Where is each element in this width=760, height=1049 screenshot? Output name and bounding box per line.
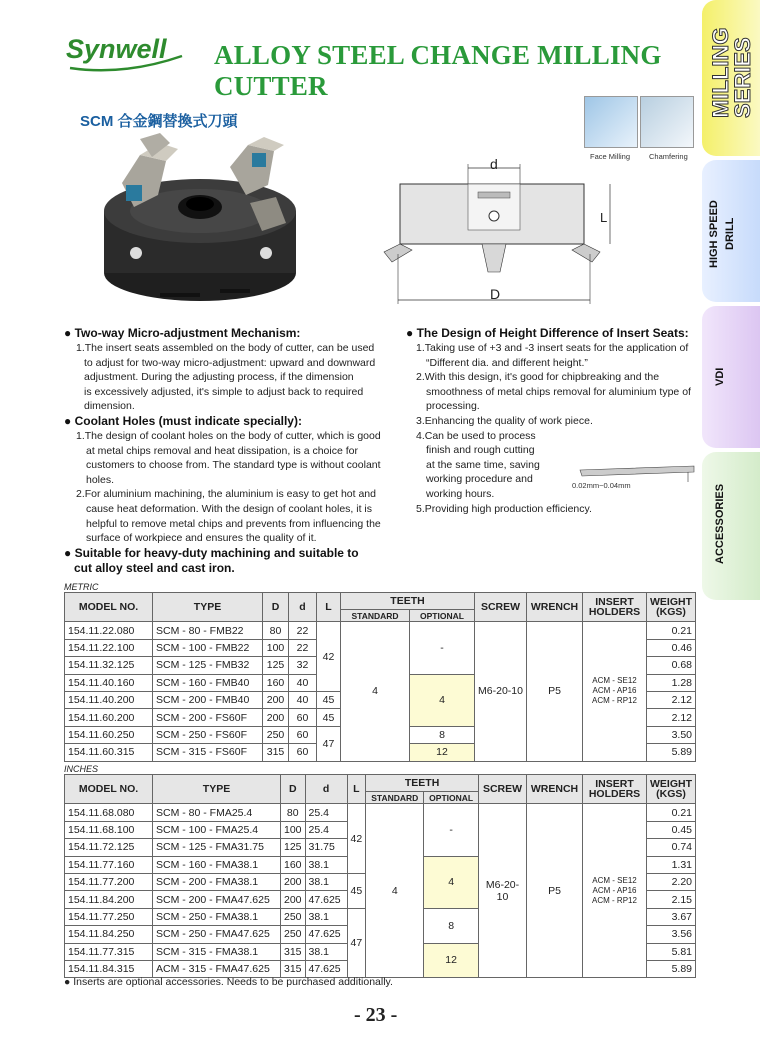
metric-label: METRIC [64,582,99,592]
table-row: 154.11.22.100 SCM - 100 - FMB22 100 22 0.46 [65,639,696,656]
tab-high-speed-drill[interactable] [702,160,760,302]
tab-vdi[interactable] [702,306,760,448]
tab-milling-l2: SERIES [730,37,755,118]
face-milling-image [584,96,638,148]
table-row: 154.11.40.160 SCM - 160 - FMB40 160 40 4 1.28 [65,674,696,691]
feature-heading-height: ● The Design of Height Difference of Insert Seats: [406,326,689,340]
table-row: 154.11.84.200 SCM - 200 - FMA47.625 200 47.625 2.15 [65,891,696,908]
feature-heading-heavy-duty-2: cut alloy steel and cast iron. [74,560,235,575]
dim-L-label: L [600,210,608,225]
table-row: 154.11.60.315 SCM - 315 - FS60F 315 60 12 5.89 [65,744,696,761]
height-text: 1.Taking use of +3 and -3 insert seats for the application of “Different dia. and different height.” 2.With this design, it's good for chipbreaking and the smoothness of metal chips removal for aluminium type of processing. 3.Enhancing the quality of work piece. 4.Can be used to process finish and rough cutting at the same time, saving working procedure and working hours. 5.Providing high production efficiency. [416,342,691,515]
tab-hsd-l2: DRILL [724,217,736,250]
tab-milling-l1: MILLING [708,27,733,118]
table-row: 154.11.77.160 SCM - 160 - FMA38.1 160 38.1 4 1.31 [65,856,696,873]
inches-label: INCHES [64,764,99,774]
table-row: 154.11.68.100 SCM - 100 - FMA25.4 100 25.4 0.45 [65,821,696,838]
coolant-text: 1.The design of coolant holes on the body of cutter, which is good at metal chips removal and heat dissipation, is a choice for customers to choose from. The standard type is without coolant holes. 2.For aluminium machining, the aluminium is easy to get hot and cause heat deformation. With the design of coolant holes, it is helpful to remove metal chips and prevents from influencing the surface of workpiece and ensures the quality of it. [76,429,381,545]
table-row: 154.11.84.250 SCM - 250 - FMA47.625 250 47.625 3.56 [65,926,696,943]
table-row: 154.11.77.250 SCM - 250 - FMA38.1 250 38.1 47 8 3.67 [65,908,696,925]
tab-vdi-label: VDI [714,367,726,386]
table-row: 154.11.60.200 SCM - 200 - FS60F 200 60 45 2.12 [65,709,696,726]
right-features [406,326,706,516]
metric-table: MODEL NO. TYPE D d L TEETH SCREW WRENCH INSERT HOLDERS WEIGHT (KGS) STANDARD OPTIONAL 154.11.22.080 SCM - 80 - FMB22 80 22 42 4 - M6-20-10 P5 ACM - SE12 ACM - AP16 ACM - RP12 0.21 154.11.22.100 SCM - 100 - FMB22 100 22 0.46 154.11.32.125 SCM - 125 - FMB32 125 32 0.68 154.11.40.160 SCM - 160 - FMB40 160 40 4 1.28 154.11.40.200 SCM - 200 - FMB40 200 40 45 2.12 154.11.60.200 SCM - 200 - FS60F 200 60 45 2.12 154.11.60.250 SCM - 250 - FS60F 250 60 47 8 3.50 154.11.60.315 SCM - 315 - FS60F 315 60 12 5.89 [64,592,696,762]
table-row: 154.11.72.125 SCM - 125 - FMA31.75 125 31.75 0.74 [65,839,696,856]
tab-milling-series[interactable] [702,0,760,156]
left-features [64,326,394,576]
cutter-drawing [378,154,626,304]
table-row: 154.11.40.200 SCM - 200 - FMB40 200 40 45 2.12 [65,691,696,708]
page-title: ALLOY STEEL CHANGE MILLING CUTTER [214,40,662,101]
cutter-photo [100,133,300,305]
tab-accessories-label: ACCESSORIES [714,483,726,564]
brand-text: Synwell [66,34,167,64]
subtitle: SCM 合金鋼替換式刀頭 [80,113,238,130]
chamfering-image [640,96,694,148]
inches-table: MODEL NO. TYPE D d L TEETH SCREW WRENCH INSERT HOLDERS WEIGHT (KGS) STANDARD OPTIONAL 154.11.68.080 SCM - 80 - FMA25.4 80 25.4 42 4 - M6-20- 10 P5 ACM - SE12 ACM - AP16 ACM - RP12 0.21 154.11.68.100 SCM - 100 - FMA25.4 100 25.4 0.45 154.11.72.125 SCM - 125 - FMA31.75 125 31.75 0.74 154.11.77.160 SCM - 160 - FMA38.1 160 38.1 4 1.31 154.11.77.200 SCM - 200 - FMA38.1 200 38.1 45 2.20 154.11.84.200 SCM - 200 - FMA47.625 200 47.625 2.15 154.11.77.250 SCM - 250 - FMA38.1 250 38.1 47 8 3.67 154.11.84.250 SCM - 250 - FMA47.625 250 47.625 3.56 154.11.77.315 SCM - 315 - FMA38.1 315 38.1 12 5.81 154.11.84.315 ACM - 315 - FMA47.625 315 47.625 5.89 [64,774,696,978]
footnote: ● Inserts are optional accessories. Needs to be purchased additionally. [64,976,393,988]
adjustment-text: 1.The insert seats assembled on the body of cutter, can be used to adjust for two-way micro-adjustment: upward and downward adjustment. During the adjusting process, if the dimension is excessively adjusted, it's simple to adjust back to required dimension. [76,342,376,413]
table-row: 154.11.77.315 SCM - 315 - FMA38.1 315 38.1 12 5.81 [65,943,696,960]
table-row: 154.11.68.080 SCM - 80 - FMA25.4 80 25.4 42 4 - M6-20- 10 P5 ACM - SE12 ACM - AP16 ACM - RP12 0.21 [65,804,696,821]
feature-heading-coolant: ● Coolant Holes (must indicate specially): [64,413,302,428]
synwell-logo [64,30,186,72]
tolerance-caption: 0.02mm~0.04mm [572,481,631,490]
table-row: 154.11.32.125 SCM - 125 - FMB32 125 32 0.68 [65,657,696,674]
dim-d-label: d [490,156,498,172]
table-row: 154.11.22.080 SCM - 80 - FMB22 80 22 42 4 - M6-20-10 P5 ACM - SE12 ACM - AP16 ACM - RP12 0.21 [65,622,696,639]
dim-D-label: D [490,286,501,302]
feature-heading-adjustment: ● Two-way Micro-adjustment Mechanism: [64,326,301,340]
table-row: 154.11.77.200 SCM - 200 - FMA38.1 200 38.1 45 2.20 [65,873,696,890]
tab-accessories[interactable] [702,452,760,600]
chamfering-caption: Chamfering [649,152,688,161]
height-diagram [578,462,696,482]
tab-hsd-l1: HIGH SPEED [708,200,720,268]
table-row: 154.11.84.315 ACM - 315 - FMA47.625 315 47.625 5.89 [65,960,696,977]
face-milling-caption: Face Milling [590,152,631,161]
table-row: 154.11.60.250 SCM - 250 - FS60F 250 60 47 8 3.50 [65,726,696,743]
logo-swoosh-icon [64,30,186,72]
page-number: - 23 - [354,1004,398,1026]
feature-heading-heavy-duty: ● Suitable for heavy-duty machining and suitable to [64,545,359,560]
